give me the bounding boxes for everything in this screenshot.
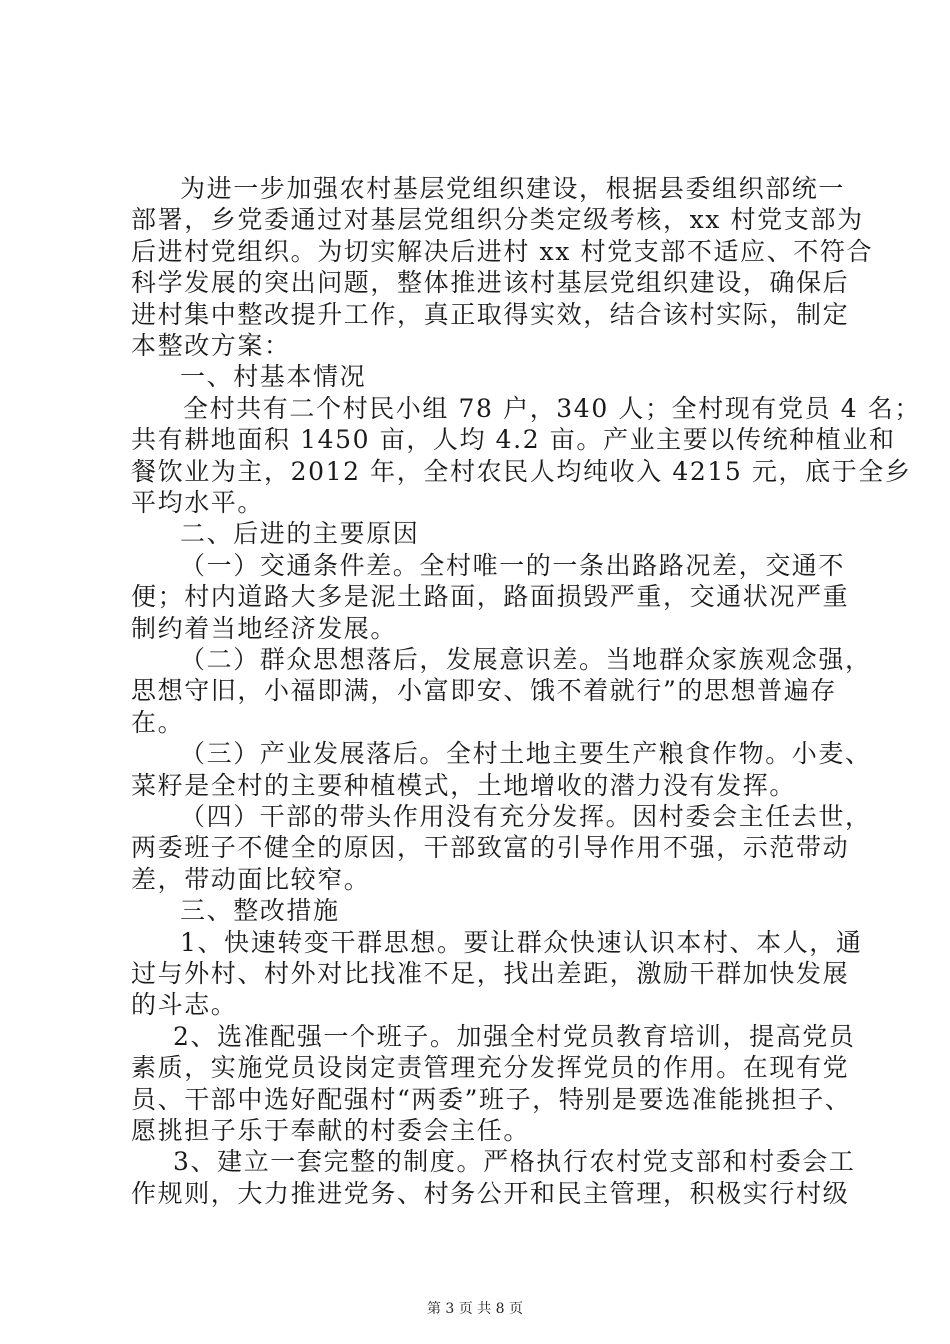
text-line: 菜籽是全村的主要种植模式，土地增收的潜力没有发挥。	[131, 770, 797, 800]
text-line: 2、选准配强一个班子。加强全村党员教育培训，提高党员	[173, 1021, 856, 1051]
section-heading: 三、整改措施	[180, 896, 340, 926]
text-line: 制约着当地经济发展。	[131, 613, 398, 643]
text-line: 便；村内道路大多是泥土路面，路面损毁严重，交通状况严重	[131, 582, 850, 612]
text-line: 进村集中整改提升工作，真正取得实效，结合该村实际，制定	[131, 299, 850, 329]
section-heading: 二、后进的主要原因	[180, 519, 420, 549]
text-line: （二）群众思想落后，发展意识差。当地群众家族观念强，	[180, 645, 872, 674]
text-line: 全村共有二个村民小组 78 户，340 人；全村现有党员 4 名；	[183, 393, 921, 423]
text-line: 1、快速转变干群思想。要让群众快速认识本村、本人，通	[180, 927, 863, 957]
text-line: （四）干部的带头作用没有充分发挥。因村委会主任去世，	[180, 802, 872, 831]
text-line: 平均水平。	[131, 488, 265, 517]
text-line: 科学发展的突出问题，整体推进该村基层党组织建设，确保后	[131, 268, 850, 298]
text-line: 3、建立一套完整的制度。严格执行农村党支部和村委会工	[173, 1147, 856, 1177]
text-line: （三）产业发展落后。全村土地主要生产粮食作物。小麦、	[180, 739, 872, 769]
text-line: 本整改方案：	[131, 331, 291, 360]
text-line: 为进一步加强农村基层党组织建设，根据县委组织部统一	[180, 174, 846, 203]
text-line: 素质，实施党员设岗定责管理充分发挥党员的作用。在现有党	[131, 1053, 850, 1083]
text-line: 员、干部中选好配强村“两委”班子，特别是要选准能挑担子、	[131, 1084, 852, 1114]
text-line: （一）交通条件差。全村唯一的一条出路路况差，交通不	[180, 550, 846, 580]
text-line: 共有耕地面积 1450 亩，人均 4.2 亩。产业主要以传统种植业和	[131, 425, 896, 455]
text-line: 过与外村、村外对比找准不足，找出差距，激励干群加快发展	[131, 959, 850, 988]
text-line: 作规则，大力推进党务、村务公开和民主管理，积极实行村级	[131, 1178, 850, 1208]
text-line: 在。	[131, 707, 185, 737]
text-line: 差，带动面比较窄。	[131, 864, 371, 894]
text-line: 思想守旧，小福即满，小富即安、饿不着就行”的思想普遍存	[131, 676, 837, 706]
text-line: 后进村党组织。为切实解决后进村 xx 村党支部不适应、不符合	[131, 236, 874, 266]
text-line: 愿挑担子乐于奉献的村委会主任。	[131, 1116, 531, 1145]
text-line: 的斗志。	[131, 990, 238, 1020]
section-heading: 一、村基本情况	[180, 362, 367, 392]
text-line: 部署，乡党委通过对基层党组织分类定级考核，xx 村党支部为	[131, 205, 864, 235]
page-footer: 第 3 页 共 8 页	[426, 1301, 524, 1317]
text-line: 两委班子不健全的原因，干部致富的引导作用不强，示范带动	[131, 833, 850, 863]
text-line: 餐饮业为主，2012 年，全村农民人均纯收入 4215 元，底于全乡	[131, 456, 912, 486]
